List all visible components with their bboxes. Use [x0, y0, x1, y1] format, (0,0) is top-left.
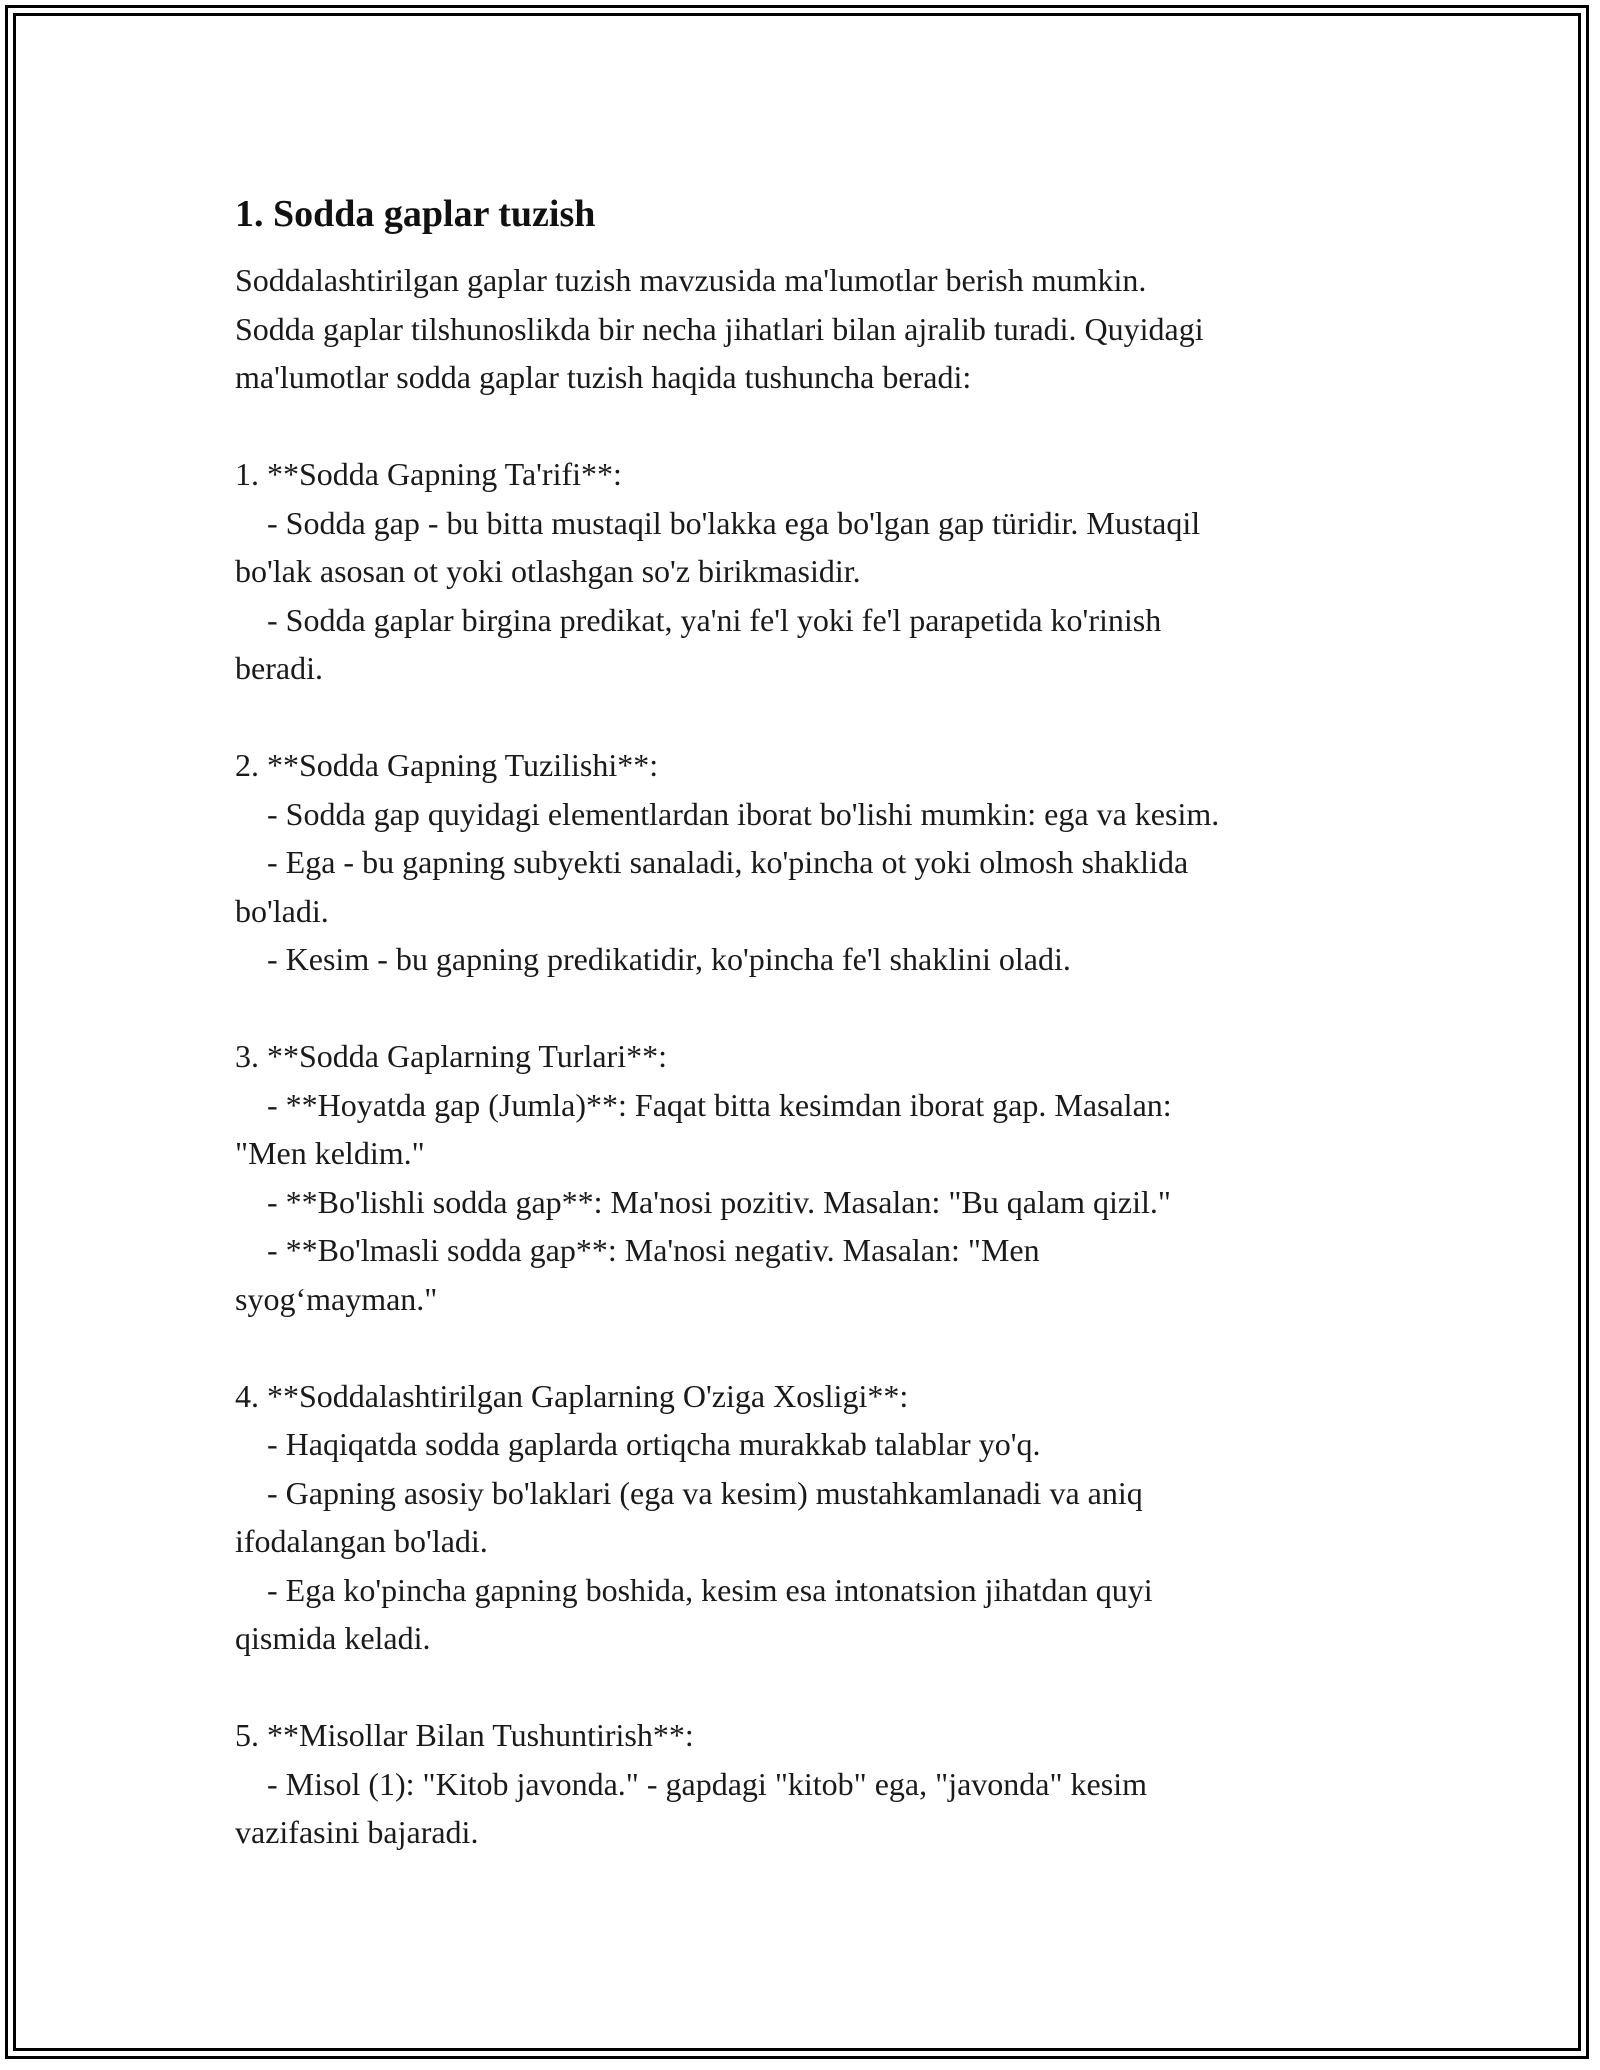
document-body: Soddalashtirilgan gaplar tuzish mavzusida ma'lumotlar berish mumkin. Sodda gaplar tilshunoslikda bir necha jihatlari bilan ajralib turadi. Quyidagi ma'lumotlar sodda gaplar tuzish haqida tushuncha beradi: 1. **Sodda Gapning Ta'rifi**: - Sodda gap - bu bitta mustaqil bo'lakka ega bo'lgan gap türidir. Mustaqil bo'lak asosan ot yoki otlashgan so'z birikmasidir. - Sodda gaplar birgina predikat, ya'ni fe'l yoki fe'l parapetida ko'rinish beradi. 2. **Sodda Gapning Tuzilishi**: - Sodda gap quyidagi elementlardan iborat bo'lishi mumkin: ega va kesim. - Ega - bu gapning subyekti sanaladi, ko'pincha ot yoki olmosh shaklida bo'ladi. - Kesim - bu gapning predikatidir, ko'pincha fe'l shaklini oladi. 3. **Sodda Gaplarning Turlari**: - **Hoyatda gap (Jumla)**: Faqat bitta kesimdan iborat gap. Masalan: "Men keldim." - **Bo'lishli sodda gap**: Ma'nosi pozitiv. Masalan: "Bu qalam qizil." - **Bo'lmasli sodda gap**: Ma'nosi negativ. Masalan: "Men syog‘mayman." 4. **Soddalashtirilgan Gaplarning O'ziga Xosligi**: - Haqiqatda sodda gaplarda ortiqcha murakkab talablar yo'q. - Gapning asosiy bo'laklari (ega va kesim) mustahkamlanadi va aniq ifodalangan bo'ladi. - Ega ko'pincha gapning boshida, kesim esa intonatsion jihatdan quyi qismida keladi. 5. **Misollar Bilan Tushuntirish**: - Misol (1): "Kitob javonda." - gapdagi "kitob" ega, "javonda" kesim vazifasini bajaradi. [235, 262, 1220, 1850]
document-title: 1. Sodda gaplar tuzish [235, 193, 596, 235]
document-content [235, 186, 1415, 1857]
